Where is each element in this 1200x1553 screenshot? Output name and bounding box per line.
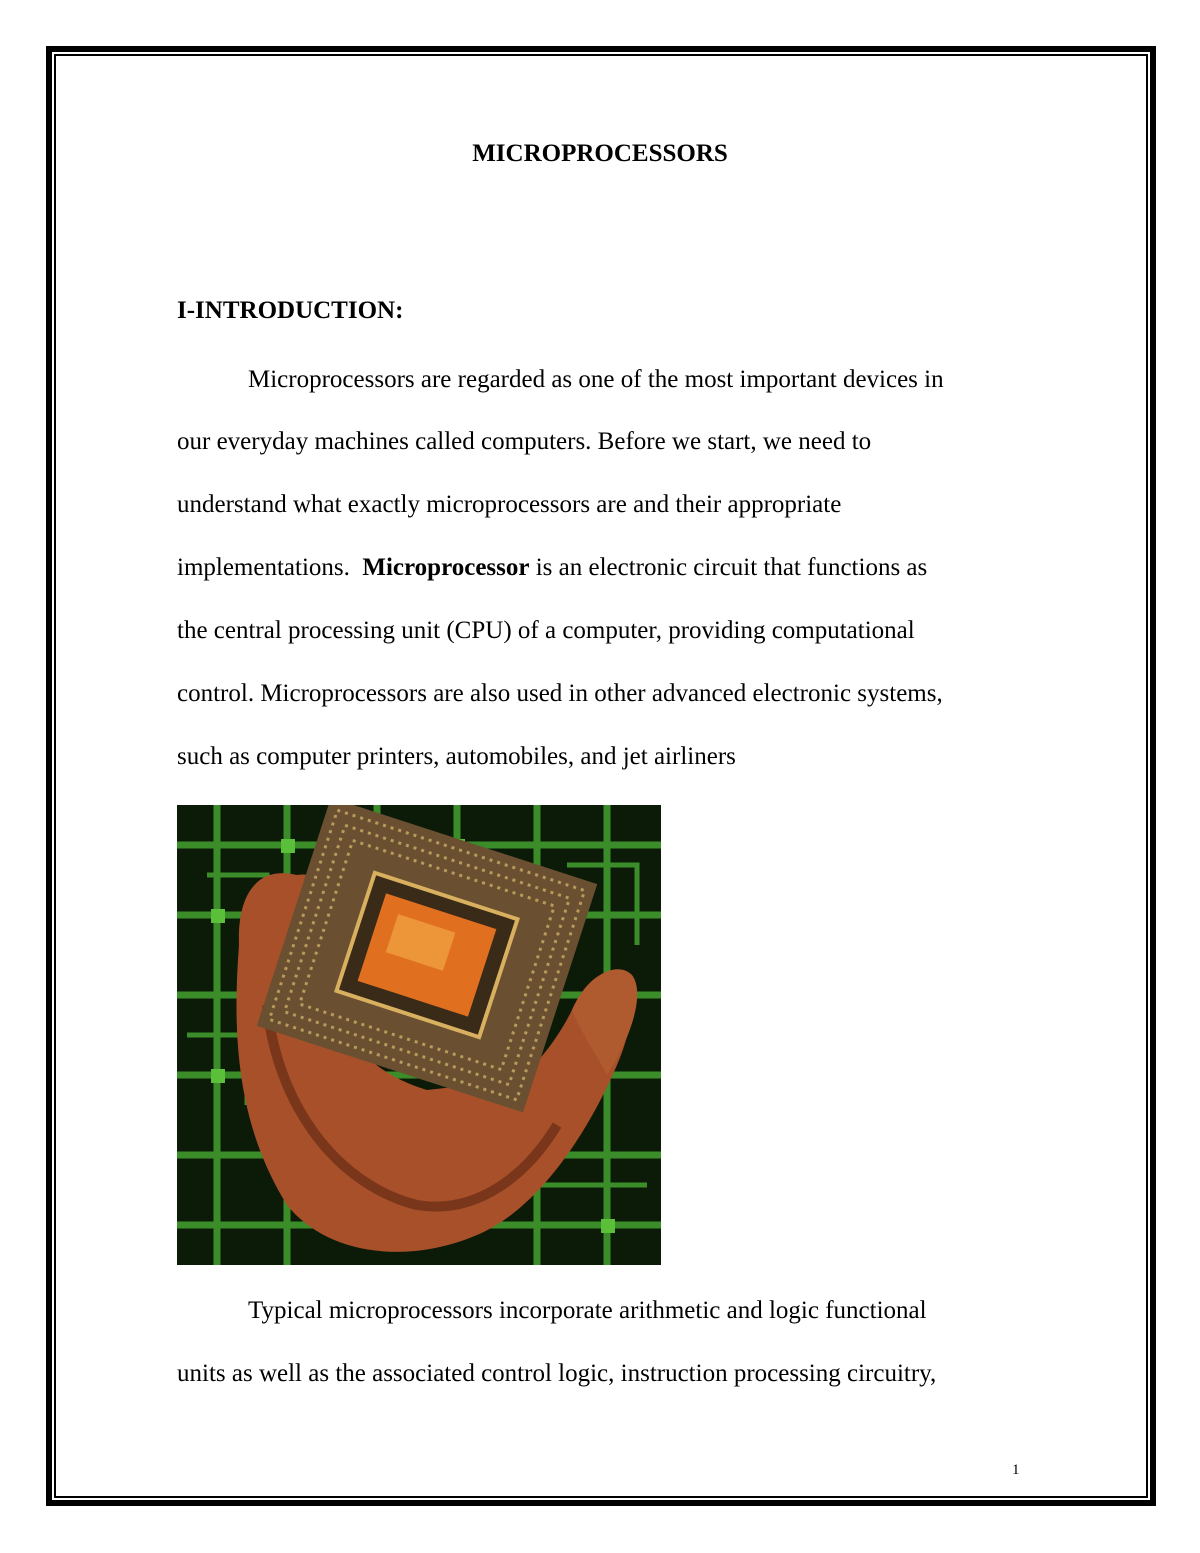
- cpu-photo: [177, 805, 661, 1265]
- page-number: 1: [1012, 1462, 1020, 1478]
- paragraph-line: control. Microprocessors are also used in other advanced electronic systems,: [177, 680, 943, 707]
- paragraph-line: Typical microprocessors incorporate arithmetic and logic functional: [248, 1297, 927, 1324]
- hand-holding-cpu-photo-icon: [177, 805, 661, 1265]
- paragraph-line: [177, 554, 927, 582]
- bold-term: Microprocessor: [362, 554, 530, 581]
- document-title: MICROPROCESSORS: [472, 140, 728, 167]
- paragraph-line: our everyday machines called computers. Before we start, we need to: [177, 428, 872, 455]
- paragraph-line: the central processing unit (CPU) of a computer, providing computational: [177, 617, 915, 644]
- page-border-inner: [54, 54, 1148, 1498]
- paragraph-line: such as computer printers, automobiles, and jet airliners: [177, 743, 736, 770]
- text-run: is an electronic circuit that functions as: [529, 554, 928, 581]
- text-run: implementations.: [177, 554, 363, 581]
- paragraph-line: Microprocessors are regarded as one of the most important devices in: [248, 366, 944, 393]
- paragraph-line: understand what exactly microprocessors are and their appropriate: [177, 491, 842, 518]
- section-heading: I-INTRODUCTION:: [177, 297, 404, 324]
- paragraph-line: units as well as the associated control logic, instruction processing circuitry,: [177, 1360, 937, 1387]
